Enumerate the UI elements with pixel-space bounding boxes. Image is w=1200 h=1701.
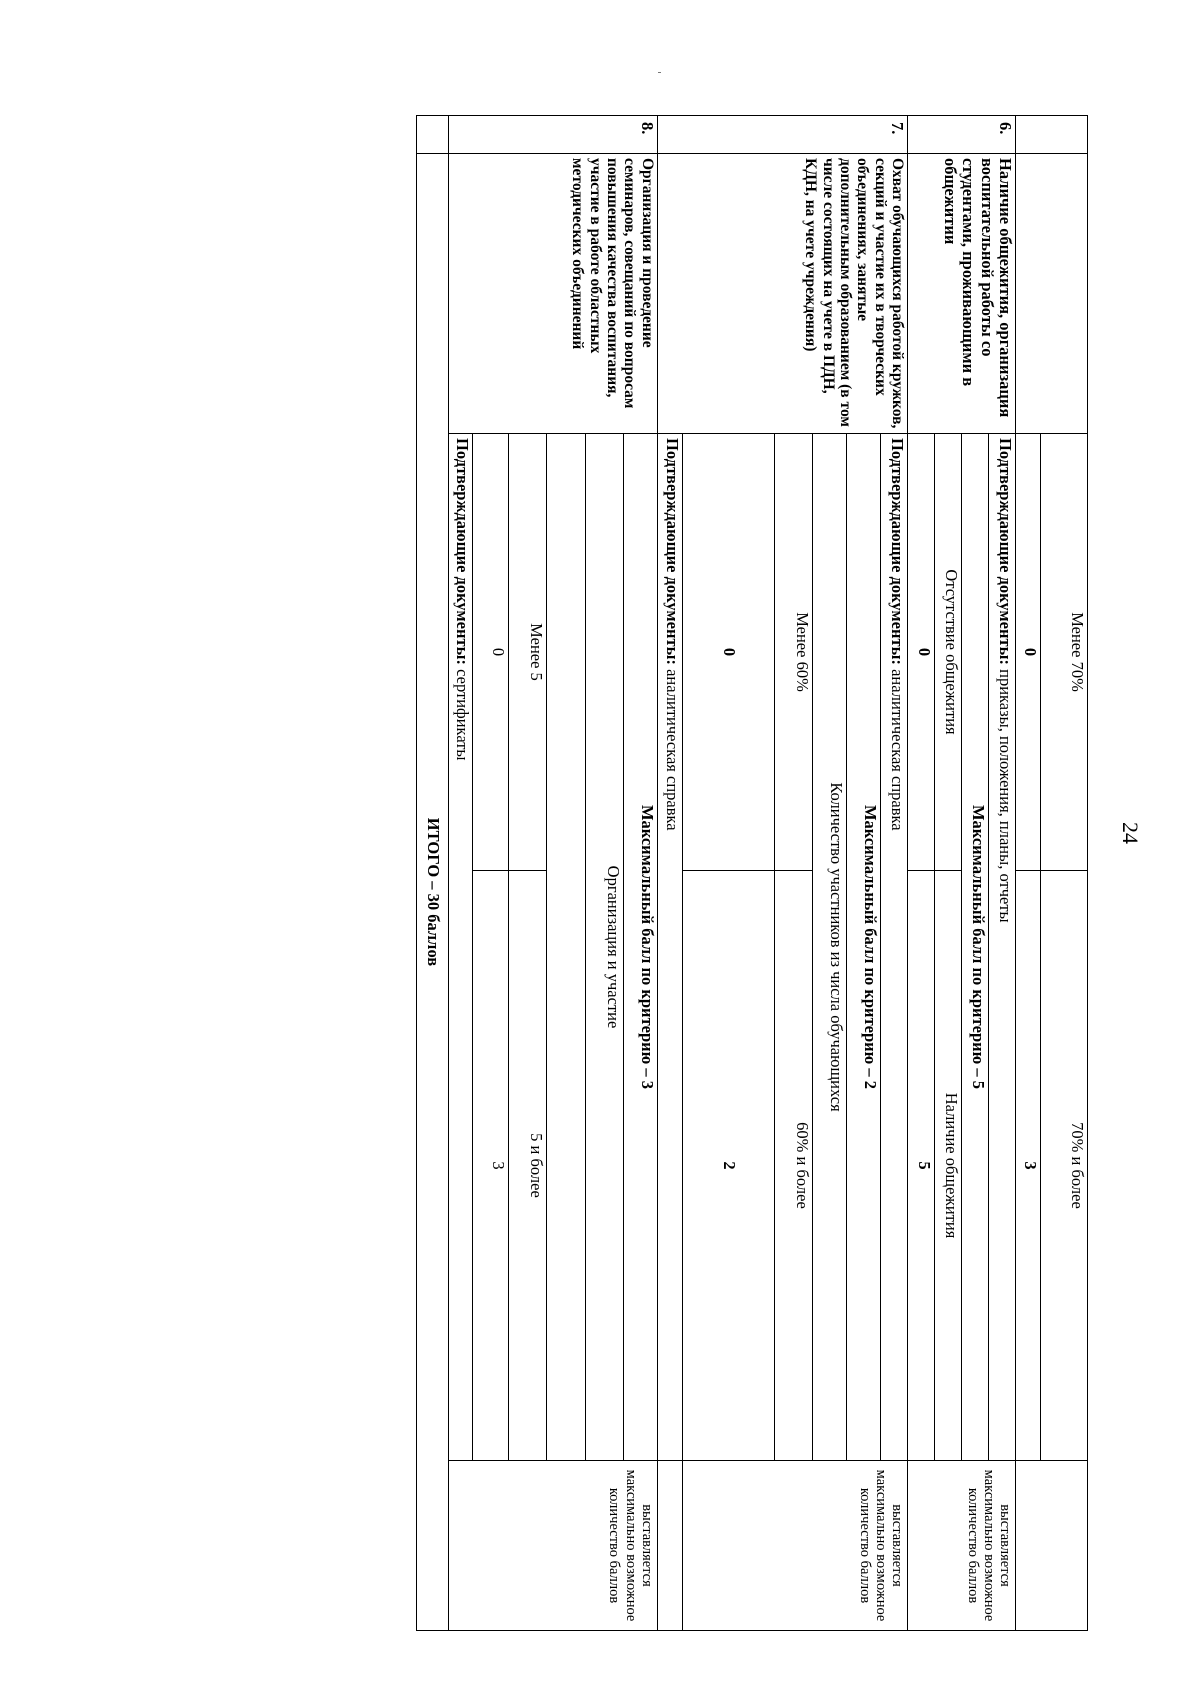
rotated-criteria-table — [416, 115, 1088, 1630]
row8-docs-label: Подтверждающие документы: — [452, 438, 472, 665]
row7-high-score: 2 — [682, 871, 774, 1461]
row7-docs — [881, 434, 908, 1461]
table-row — [1040, 116, 1087, 1631]
row7-low-label: Менее 60% — [775, 434, 813, 871]
row7-number: 7. — [657, 116, 907, 154]
row7-note-tail — [657, 1461, 682, 1631]
row6-high-score: 5 — [908, 871, 935, 1461]
row8-docs — [448, 434, 472, 1461]
total-row: ИТОГО – 30 баллов — [417, 154, 449, 1631]
row7-note: выставляется максимально возможное количество баллов — [682, 1461, 908, 1631]
table-row — [881, 116, 908, 1631]
row8-high-score: 3 — [472, 871, 508, 1461]
row6-low-score: 0 — [908, 434, 935, 871]
row8-low-score: 0 — [472, 434, 508, 871]
row8-criterion: Организация и проведение семинаров, совещаний по вопросам повышения качества воспитания, участие в работе областных методических объединений — [448, 154, 657, 434]
prev-high-score: 3 — [1016, 871, 1040, 1461]
row7-extra-docs — [657, 434, 682, 1461]
row6-criterion: Наличие общежития, организация воспитательной работы со студентами, проживающими в общежитии — [908, 154, 1016, 434]
row6-docs-label: Подтверждающие документы: — [996, 438, 1016, 665]
row7-criterion: Охват обучающихся работой кружков, секций и участие их в творческих объединениях, занятые дополнительным образованием (в том числе состоящих на учете в ПДН, КДН, на учете учреждения) — [657, 154, 907, 434]
row6-max-score: Максимальный балл по критерию – 5 — [962, 434, 989, 1461]
row7-extra-docs-label: Подтверждающие документы: — [662, 438, 682, 665]
row7-extra-docs-value: аналитическая справка — [662, 664, 682, 831]
row6-docs-value: приказы, положения, планы, отчеты — [996, 664, 1016, 923]
table-row — [624, 116, 658, 1631]
row7-docs-label: Подтверждающие документы: — [888, 438, 908, 665]
row6-low-label: Отсутствие общежития — [935, 434, 962, 871]
page-number: 24 — [1118, 822, 1143, 844]
row8-low-label: Менее 5 — [508, 434, 546, 871]
row8-note: выставляется максимально возможное количество баллов — [448, 1461, 657, 1631]
prev-low-score: 0 — [1016, 434, 1040, 871]
prev-note-cell — [1016, 1461, 1088, 1631]
total-left-cell — [417, 116, 449, 154]
row8-docs-value: сертификаты — [452, 664, 472, 761]
row8-number: 8. — [448, 116, 657, 154]
scan-speck — [658, 72, 661, 73]
row7-sub-label: Количество участников из числа обучающихся — [813, 434, 847, 1461]
row6-high-label: Наличие общежития — [935, 871, 962, 1461]
prev-num-cell — [1016, 116, 1088, 154]
row7-docs-value: аналитическая справка — [888, 664, 908, 831]
row8-sub-label: Организация и участие — [585, 434, 623, 1461]
row6-number: 6. — [908, 116, 1016, 154]
row6-docs — [989, 434, 1016, 1461]
prev-criterion-cell — [1016, 154, 1088, 434]
table-row — [417, 116, 449, 1631]
row8-max-score: Максимальный балл по критерию – 3 — [624, 434, 658, 1461]
row7-low-score: 0 — [682, 434, 774, 871]
prev-low-label: Менее 70% — [1040, 434, 1087, 871]
row7-max-score: Максимальный балл по критерию – 2 — [847, 434, 881, 1461]
table-row — [989, 116, 1016, 1631]
row6-note: выставляется максимально возможное количество баллов — [908, 1461, 1016, 1631]
row8-blank-cell — [547, 434, 585, 1461]
prev-high-label: 70% и более — [1040, 871, 1087, 1461]
row8-high-label: 5 и более — [508, 871, 546, 1461]
row7-high-label: 60% и более — [775, 871, 813, 1461]
criteria-table — [416, 115, 1088, 1631]
